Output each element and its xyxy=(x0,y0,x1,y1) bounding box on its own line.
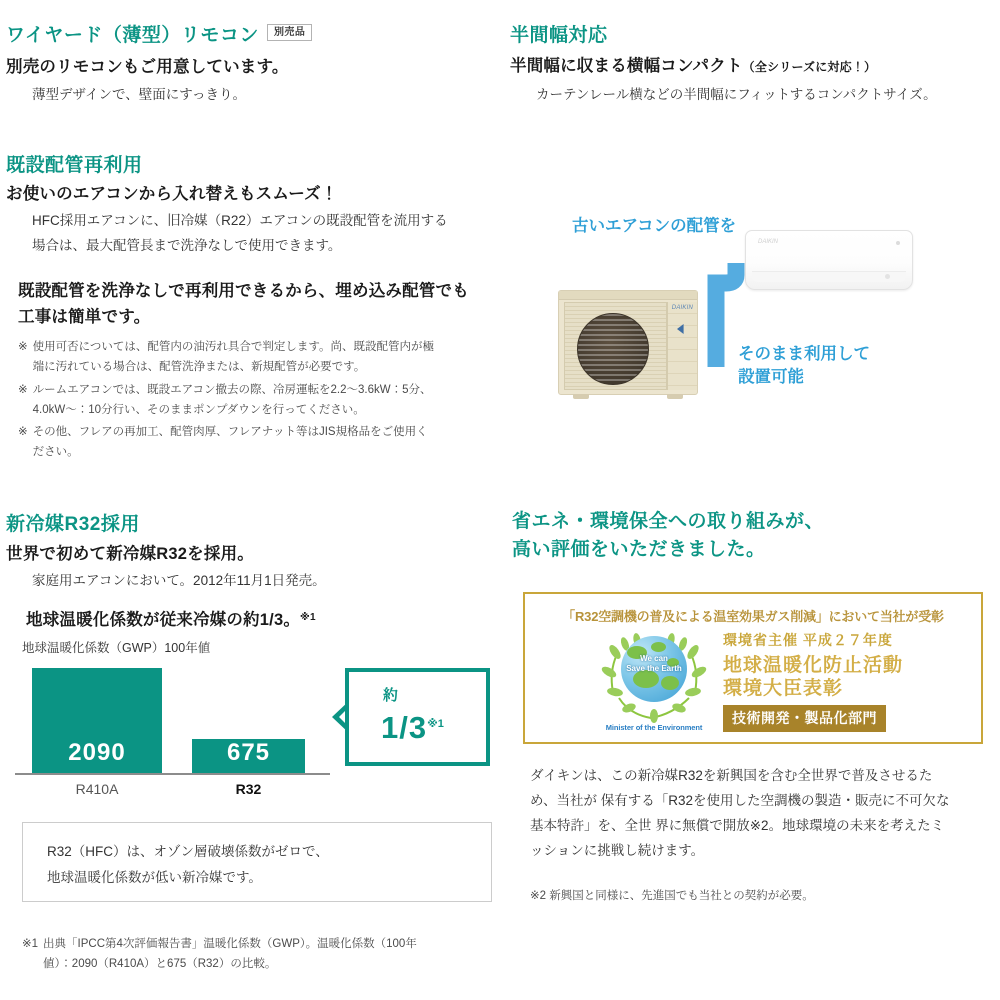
piping-body-line1: HFC採用エアコンに、旧冷媒（R22）エアコンの既設配管を流用する xyxy=(32,213,448,228)
award-body xyxy=(530,764,995,864)
callout-fraction-value: 1/3 xyxy=(381,710,428,745)
note-mark: ※ xyxy=(18,341,28,353)
award-line1: 環境省主催 平成２７年度 xyxy=(723,632,893,648)
chart-caption: 地球温暖化係数（GWP）100年値 xyxy=(22,641,211,655)
indoor-unit xyxy=(745,230,913,290)
note-line: ださい。 xyxy=(32,446,79,459)
note-line: 端に汚れている場合は、配管洗浄または、新規配管が必要です。 xyxy=(32,361,366,374)
ratio-callout-box xyxy=(345,668,490,766)
indoor-unit-indicator-icon xyxy=(896,241,900,245)
outdoor-unit-foot xyxy=(573,394,589,399)
award-body-line4: ッションに挑戦し続けます。 xyxy=(530,842,705,858)
bar-value-r410a: 2090 xyxy=(68,739,126,766)
r32-lead2-text: 地球温暖化係数が従来冷媒の約1/3。 xyxy=(26,611,301,629)
footnote-mark: ※1 xyxy=(22,938,39,950)
section-title-r32: 新冷媒R32採用 xyxy=(6,514,140,535)
halfwidth-body: カーテンレール横などの半間幅にフィットするコンパクトサイズ。 xyxy=(536,87,937,102)
illustration-label-bottom-line1: そのまま利用して xyxy=(738,345,870,363)
section-title-halfwidth: 半間幅対応 xyxy=(510,25,608,46)
section-title-award xyxy=(512,508,982,563)
daikin-logo-indoor: DAIKIN xyxy=(758,239,779,245)
award-body-line1: ダイキンは、この新冷媒R32を新興国を含む全世界で普及させるた xyxy=(530,768,933,783)
r32-footnote xyxy=(22,934,500,974)
emblem-slogan xyxy=(595,654,713,674)
piping-note-1 xyxy=(18,337,496,377)
illustration-label-top: 古いエアコンの配管を xyxy=(572,217,737,235)
note-line: 使用可否については、配管内の油汚れ具合で判定します。尚、既設配管内が極 xyxy=(32,341,434,353)
note-line: その他、フレアの再加工、配管肉厚、フレアナット等はJIS規格品をご使用く xyxy=(32,426,428,438)
note-line: ルームエアコンでは、既設エアコン撤去の際、冷房運転を2.2〜3.6kW：5分、 xyxy=(32,384,432,396)
indoor-unit-sensor-icon xyxy=(885,274,890,279)
halfwidth-lead-sub: （全シリーズに対応！） xyxy=(742,60,877,74)
award-certificate-box xyxy=(523,592,983,744)
bar-label-r32: R32 xyxy=(235,781,262,797)
remote-lead: 別売のリモコンもご用意しています。 xyxy=(6,58,289,76)
halfwidth-lead xyxy=(510,52,990,76)
bar-label-r410a: R410A xyxy=(75,781,119,797)
award-footnote: ※2 新興国と同様に、先進国でも当社との契約が必要。 xyxy=(530,890,814,902)
illustration-label-bottom-line2: 設置可能 xyxy=(738,368,804,387)
illustration-label-bottom xyxy=(738,343,870,389)
bar-r410a xyxy=(32,668,162,773)
section-title-remote xyxy=(6,20,496,47)
outdoor-unit-side-panel xyxy=(667,302,697,390)
section-title-remote-text: ワイヤード（薄型）リモコン xyxy=(6,25,259,46)
emblem-slogan-line1: We can xyxy=(640,654,668,663)
chart-baseline xyxy=(15,773,330,775)
callout-fraction xyxy=(381,710,444,746)
award-caption: 「R32空調機の普及による温室効果ガス削減」において当社が受彰 xyxy=(562,609,944,624)
r32-info-box xyxy=(22,822,492,902)
info-box-line2: 地球温暖化係数が低い新冷媒です。 xyxy=(47,869,262,885)
award-line2: 地球温暖化防止活動 xyxy=(723,655,904,676)
award-body-line3: 基本特許」を、全世 界に無償で開放※2。地球環境の未来を考えたミ xyxy=(530,817,945,833)
r32-lead2 xyxy=(26,606,496,630)
award-body-line2: め、当社が 保有する「R32を使用した空調機の製造・販売に不可欠な xyxy=(530,792,950,808)
piping-lead: お使いのエアコンから入れ替えもスムーズ！ xyxy=(6,185,338,203)
r32-body: 家庭用エアコンにおいて。2012年11月1日発売。 xyxy=(32,573,326,588)
optional-part-badge: 別売品 xyxy=(267,24,313,41)
daikin-logo-outdoor: DAIKIN xyxy=(671,305,693,311)
section-title-piping: 既設配管再利用 xyxy=(6,155,143,176)
r32-lead2-superscript: ※1 xyxy=(300,612,316,623)
note-mark: ※ xyxy=(18,384,28,396)
indoor-unit-vane xyxy=(752,271,906,282)
award-line3: 環境大臣表彰 xyxy=(723,678,844,700)
piping-note-2 xyxy=(18,380,496,420)
piping-body-line2: 場合は、最大配管長まで洗浄なしで使用できます。 xyxy=(32,238,342,253)
award-text-block xyxy=(723,630,973,732)
piping-lead2-line2: 工事は簡単です。 xyxy=(18,308,151,326)
outdoor-unit-foot xyxy=(667,394,683,399)
info-box-line1: R32（HFC）は、オゾン層破壊係数がゼロで、 xyxy=(47,844,329,859)
section-wired-remote xyxy=(6,20,496,47)
footnote-line: 出典「IPCC第4次評価報告書」温暖化係数（GWP）。温暖化係数（100年 xyxy=(43,938,417,950)
remote-body: 薄型デザインで、壁面にすっきり。 xyxy=(32,87,246,102)
callout-approx-label: 約 xyxy=(383,687,399,704)
environment-ministry-emblem xyxy=(595,632,713,736)
piping-lead2-line1: 既設配管を洗浄なしで再利用できるから、埋め込み配管でも xyxy=(18,282,469,300)
bar-value-r32: 675 xyxy=(226,739,271,766)
outdoor-unit xyxy=(558,290,698,395)
r32-lead: 世界で初めて新冷媒R32を採用。 xyxy=(6,545,254,563)
callout-fraction-superscript: ※1 xyxy=(427,718,444,730)
bar-r32 xyxy=(192,739,305,773)
award-title-line1: 省エネ・環境保全への取り組みが、 xyxy=(512,511,825,532)
piping-note-3 xyxy=(18,422,496,462)
note-mark: ※ xyxy=(18,426,28,438)
outdoor-unit-top-band xyxy=(559,291,697,300)
award-title-line2: 高い評価をいただきました。 xyxy=(512,538,766,560)
note-line: 4.0kW〜：10分行い、そのままポンプダウンを行ってください。 xyxy=(32,404,365,417)
emblem-footer-text: Minister of the Environment xyxy=(605,723,703,732)
footnote-line: 値）：2090（R410A）と675（R32）の比較。 xyxy=(43,958,277,971)
emblem-slogan-line2: Save the Earth xyxy=(626,664,682,673)
piping-reuse-illustration xyxy=(520,205,990,415)
award-category-badge: 技術開発・製品化部門 xyxy=(723,705,886,732)
halfwidth-lead-text: 半間幅に収まる横幅コンパクト xyxy=(510,57,743,75)
outdoor-unit-fan xyxy=(577,313,649,385)
